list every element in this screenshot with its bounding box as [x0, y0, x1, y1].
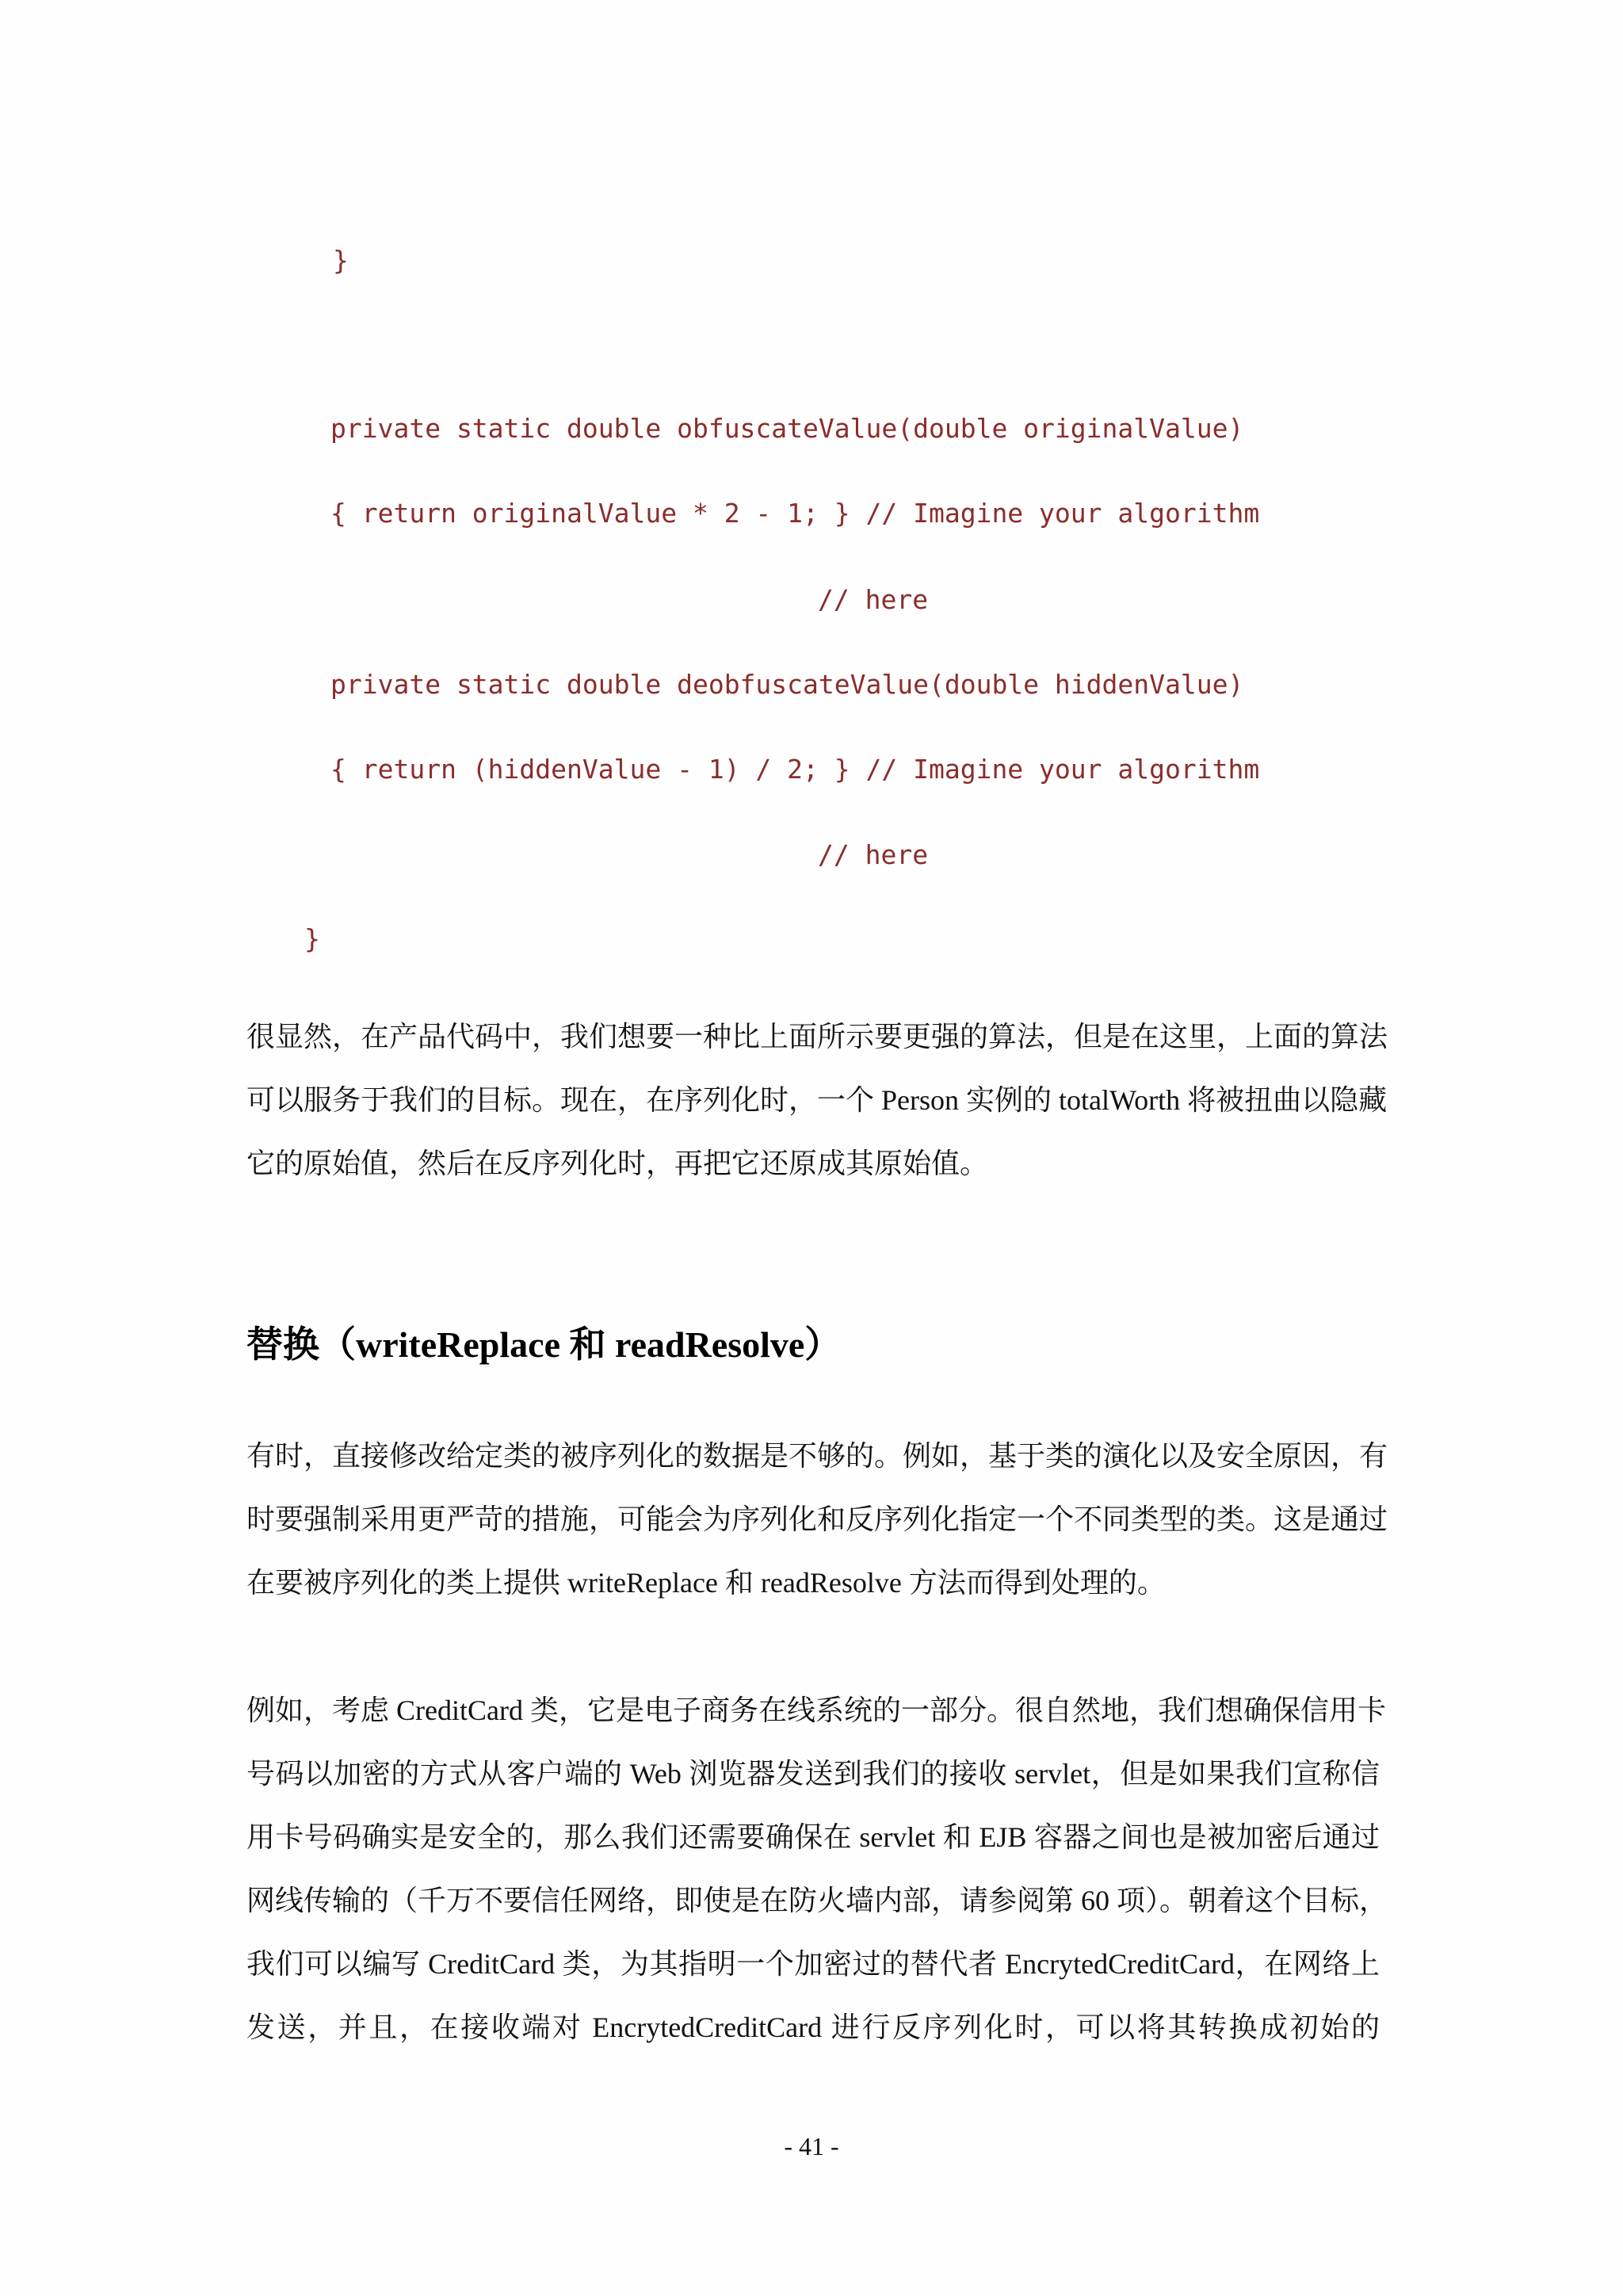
code-line: // here — [818, 584, 929, 615]
text-line: 用卡号码确实是安全的，那么我们还需要确保在 servlet 和 EJB 容器之间也是被加密后通过 — [246, 1821, 1380, 1853]
text-line: 发送，并且，在接收端对 EncrytedCreditCard 进行反序列化时，可以将其转换成初始的 — [246, 2011, 1380, 2043]
text-line: 例如，考虑 CreditCard 类，它是电子商务在线系统的一部分。很自然地，我们想确保信用卡 — [246, 1694, 1386, 1726]
section-heading: 替换（writeReplace 和 readResolve） — [246, 1324, 842, 1365]
text-line: 号码以加密的方式从客户端的 Web 浏览器发送到我们的接收 servlet，但是如果我们宣称信 — [246, 1758, 1380, 1790]
code-line: private static double deobfuscateValue(double hiddenValue) — [330, 669, 1244, 700]
text-line: 很显然，在产品代码中，我们想要一种比上面所示要更强的算法，但是在这里，上面的算法 — [246, 1021, 1388, 1052]
text-line: 我们可以编写 CreditCard 类，为其指明一个加密过的替代者 EncrytedCreditCard，在网络上 — [246, 1948, 1380, 1980]
text-line: 可以服务于我们的目标。现在，在序列化时，一个 Person 实例的 totalWorth 将被扭曲以隐藏 — [246, 1084, 1388, 1116]
code-line: private static double obfuscateValue(double originalValue) — [330, 413, 1244, 444]
text-line: 时要强制采用更严苛的措施，可能会为序列化和反序列化指定一个不同类型的类。这是通过 — [246, 1503, 1388, 1535]
text-line: 它的原始值，然后在反序列化时，再把它还原成其原始值。 — [246, 1148, 989, 1179]
page-number: - 41 - — [784, 2132, 839, 2160]
body-paragraph — [246, 1679, 1388, 2059]
code-line: { return originalValue * 2 - 1; } // Imagine your algorithm — [330, 498, 1260, 529]
text-line: 网线传输的（千万不要信任网络，即使是在防火墙内部，请参阅第 60 项）。朝着这个目标， — [246, 1885, 1388, 1916]
body-paragraph — [246, 1424, 1388, 1614]
code-line: // here — [818, 839, 929, 870]
text-line: 在要被序列化的类上提供 writeReplace 和 readResolve 方法而得到处理的。 — [246, 1567, 1166, 1599]
code-line: } — [304, 923, 320, 954]
body-paragraph — [246, 1005, 1388, 1195]
code-line: } — [333, 245, 349, 276]
code-line: { return (hiddenValue - 1) / 2; } // Imagine your algorithm — [330, 754, 1260, 785]
text-line: 有时，直接修改给定类的被序列化的数据是不够的。例如，基于类的演化以及安全原因，有 — [246, 1440, 1388, 1472]
